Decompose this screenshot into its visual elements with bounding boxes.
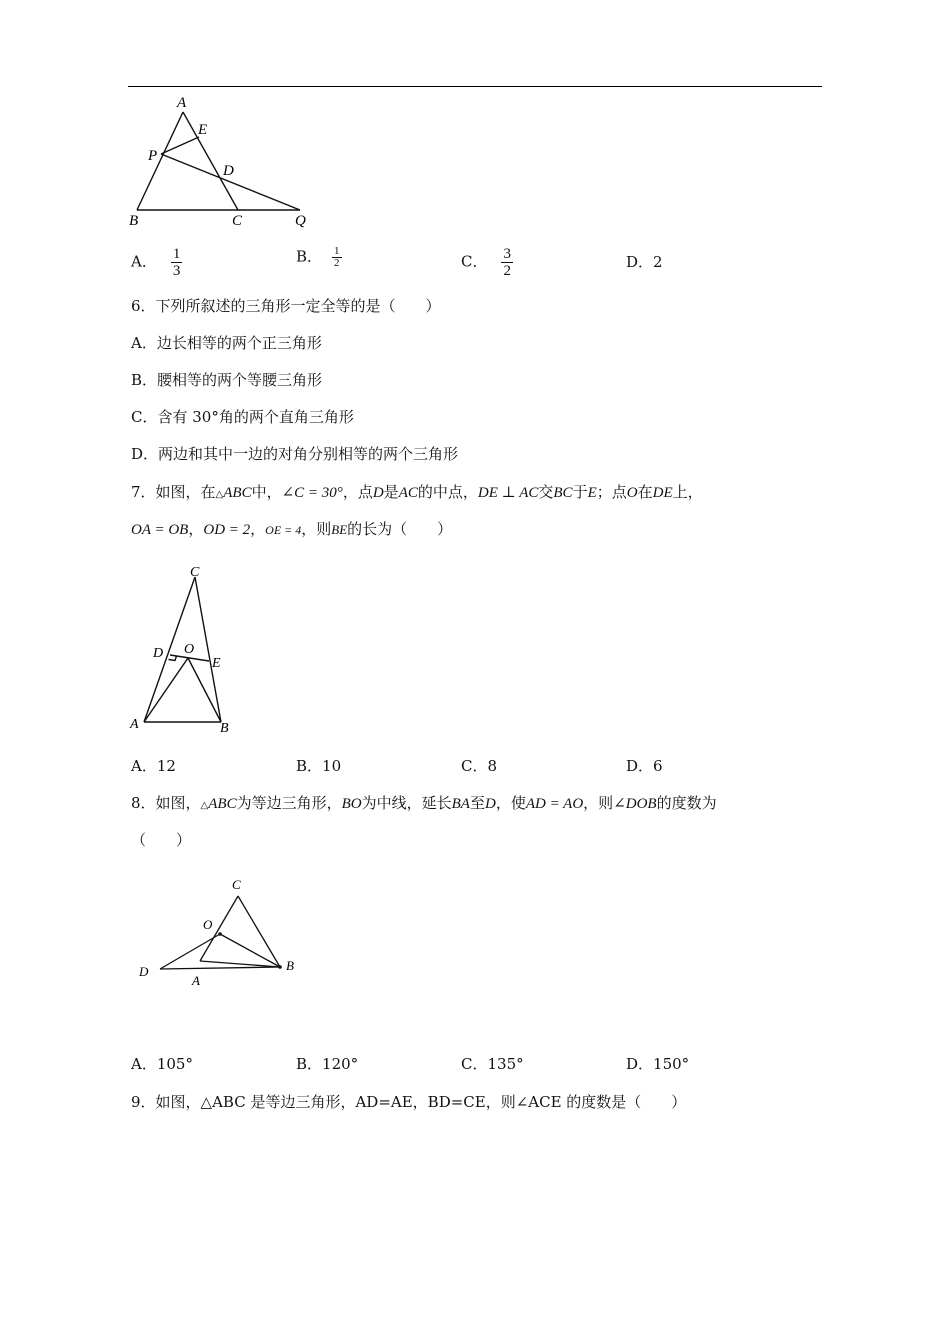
- q7-option-b[interactable]: B．10: [296, 757, 342, 775]
- q5-option-a[interactable]: [131, 246, 182, 279]
- q5-option-c-label: C．: [461, 252, 488, 271]
- q6-option-a[interactable]: A．边长相等的两个正三角形: [131, 334, 322, 352]
- q6-option-c[interactable]: C．含有 30°角的两个直角三角形: [131, 408, 354, 426]
- q8-label-o: O: [203, 917, 213, 932]
- q5-label-a: A: [177, 95, 187, 111]
- q8-label-d: D: [139, 964, 149, 979]
- q5-option-b[interactable]: [296, 246, 342, 269]
- q7-label-c: C: [190, 565, 200, 580]
- q5-option-a-label: A．: [131, 252, 157, 271]
- q5-option-b-fraction: $\frac{1}{2}$: [334, 245, 340, 269]
- q7-option-a[interactable]: A．12: [131, 757, 176, 775]
- q8-label-a: A: [192, 973, 200, 988]
- q7-label-a: A: [130, 717, 139, 732]
- q8-option-d[interactable]: D．150°: [626, 1055, 690, 1073]
- q8-stem-line2: （ ）: [131, 831, 192, 849]
- q5-option-b-label: B．: [296, 247, 323, 266]
- q9-stem: 9．如图，△ABC 是等边三角形，AD=AE，BD=CE，则∠ACE 的度数是（ ）: [131, 1093, 687, 1111]
- q8-option-a[interactable]: A．105°: [131, 1055, 193, 1073]
- q7-option-c[interactable]: C．8: [461, 757, 498, 775]
- q5-label-c: C: [232, 213, 243, 229]
- q5-option-d[interactable]: D．2: [626, 253, 663, 271]
- q8-stem-line1: 8．如图，△ABC为等边三角形，BO为中线，延长BA至D，使AD = AO，则∠DOB的度数为: [131, 794, 717, 812]
- q7-stem-line2: OA = OB，OD = 2，OE = 4，则BE的长为（ ）: [131, 520, 453, 538]
- q8-option-c[interactable]: C．135°: [461, 1055, 524, 1073]
- q6-option-d[interactable]: D．两边和其中一边的对角分别相等的两个三角形: [131, 445, 459, 463]
- q8-label-c: C: [232, 877, 241, 892]
- q7-stem-line1: 7．如图，在△ABC中，∠C = 30°，点D是AC的中点，DE ⊥ AC交BC于E；点O在DE上，: [131, 483, 703, 501]
- q7-label-d: D: [153, 646, 164, 661]
- q7-option-d[interactable]: D．6: [626, 757, 663, 775]
- q6-option-b[interactable]: B．腰相等的两个等腰三角形: [131, 371, 323, 389]
- q5-option-c-fraction: $\frac{3}{2}$: [503, 246, 511, 279]
- header-rule: [128, 86, 822, 87]
- q5-figure: [125, 92, 325, 232]
- q7-label-b: B: [220, 721, 229, 736]
- q5-label-e: E: [198, 122, 208, 138]
- q7-figure: [125, 560, 245, 740]
- q8-figure: [125, 870, 315, 990]
- q8-option-b[interactable]: B．120°: [296, 1055, 359, 1073]
- q8-label-b: B: [286, 958, 294, 973]
- q5-label-d: D: [223, 163, 234, 179]
- q7-label-e: E: [212, 656, 221, 671]
- q7-label-o: O: [184, 642, 195, 657]
- q6-stem: 6．下列所叙述的三角形一定全等的是（ ）: [131, 297, 441, 315]
- q5-label-q: Q: [295, 213, 306, 229]
- q5-label-p: P: [148, 148, 158, 164]
- q5-option-a-fraction: $\frac{1}{3}$: [172, 246, 181, 279]
- q5-label-b: B: [129, 213, 139, 229]
- q5-option-c[interactable]: [461, 246, 513, 279]
